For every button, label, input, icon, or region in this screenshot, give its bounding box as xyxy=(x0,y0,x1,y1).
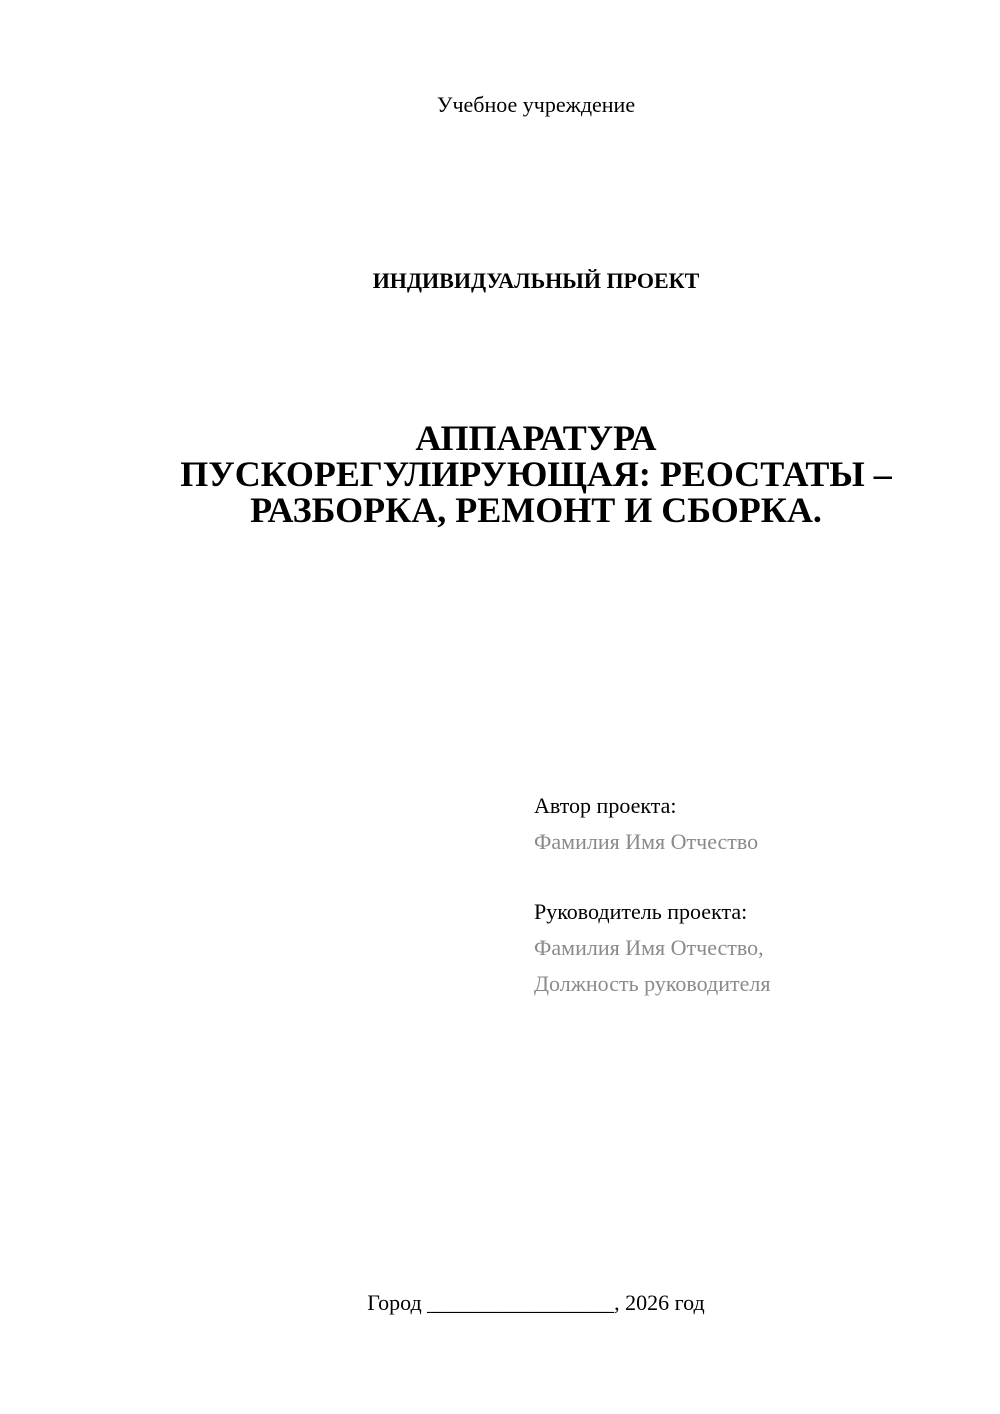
title-line: АППАРАТУРА xyxy=(415,418,657,458)
supervisor-position: Должность руководителя xyxy=(534,971,771,996)
city-year-line: Город _________________, 2026 год xyxy=(367,1290,705,1315)
institution-name: Учебное учреждение xyxy=(436,92,636,117)
title-line: РАЗБОРКА, РЕМОНТ И СБОРКА. xyxy=(250,490,822,530)
document-type: ИНДИВИДУАЛЬНЫЙ ПРОЕКТ xyxy=(372,268,700,293)
title-line: ПУСКОРЕГУЛИРУЮЩАЯ: РЕОСТАТЫ – xyxy=(180,454,892,494)
supervisor-label: Руководитель проекта: xyxy=(534,899,748,924)
supervisor-name: Фамилия Имя Отчество, xyxy=(534,935,764,960)
project-info-block xyxy=(534,788,770,1002)
author-label: Автор проекта: xyxy=(534,793,677,818)
project-title xyxy=(120,420,952,528)
spacer xyxy=(534,860,770,894)
author-name: Фамилия Имя Отчество xyxy=(534,829,759,854)
